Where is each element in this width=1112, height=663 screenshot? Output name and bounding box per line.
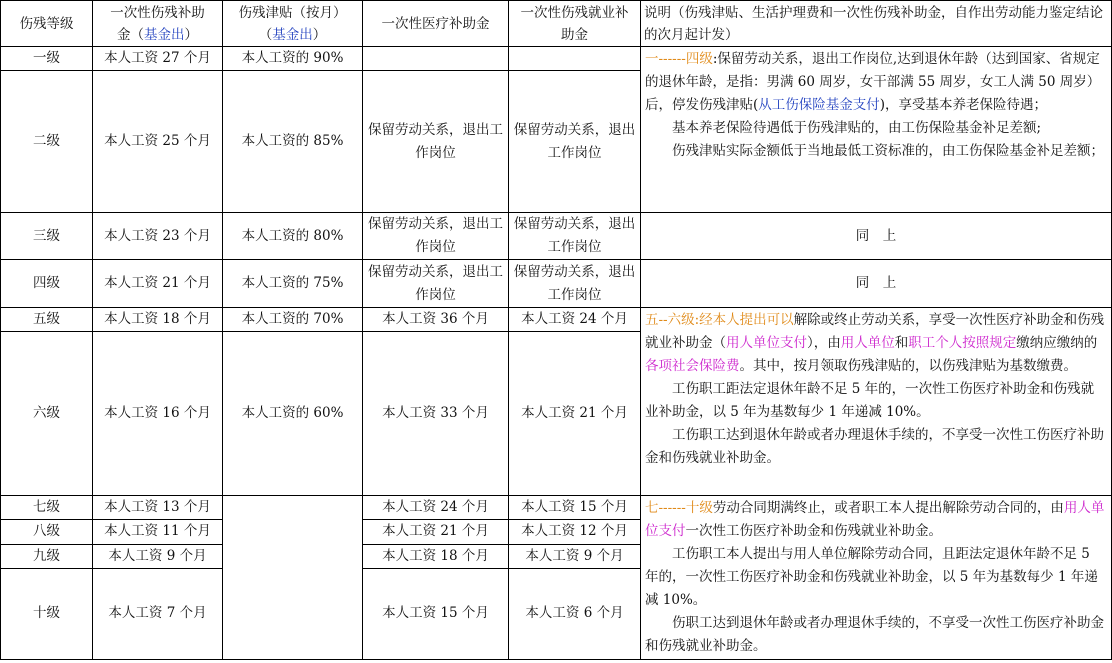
- grade-cell: 五级: [1, 308, 93, 332]
- note-same-as-above: 同 上: [641, 213, 1112, 260]
- table-row: [1, 47, 1112, 71]
- header-grade: 伤残等级: [1, 1, 93, 47]
- medical-cell: 本人工资 33 个月: [363, 332, 509, 496]
- table-row: [1, 260, 1112, 308]
- table-row: [1, 308, 1112, 332]
- employment-cell: [509, 47, 641, 71]
- note-grades-7-10: 七------十级劳动合同期满终止，或者职工本人提出解除劳动合同的，由用人单位支付一次性工伤医疗补助金和伤残就业补助金。 工伤职工本人提出与用人单位解除劳动合同，且距法定退休年龄不足 5 年的，一次性工伤医疗补助金和伤残就业补助金，以 5 年为基数每少 1 年递减 10%。 伤职工达到退休年龄或者办理退休手续的，不享受一次性工伤医疗补助金和伤残就业补助金。: [641, 496, 1112, 660]
- lump-cell: 本人工资 9 个月: [93, 544, 223, 568]
- fund-highlight: 基金出: [144, 26, 185, 43]
- medical-cell: [363, 47, 509, 71]
- range-label: 一------四级: [645, 51, 713, 67]
- lump-cell: 本人工资 23 个月: [93, 213, 223, 260]
- medical-cell: 本人工资 18 个月: [363, 544, 509, 568]
- table-row: [1, 496, 1112, 520]
- employment-cell: 本人工资 6 个月: [509, 568, 641, 659]
- medical-cell: 本人工资 24 个月: [363, 496, 509, 520]
- medical-cell: 保留劳动关系，退出工作岗位: [363, 213, 509, 260]
- range-label: 五--六级: [645, 312, 695, 328]
- header-note: 说明（伤残津贴、生活护理费和一次性伤残补助金，自作出劳动能力鉴定结论的次月起计发）: [641, 1, 1112, 47]
- grade-cell: 七级: [1, 496, 93, 520]
- medical-cell: 本人工资 36 个月: [363, 308, 509, 332]
- allowance-cell: 本人工资的 60%: [223, 332, 363, 496]
- lump-cell: 本人工资 13 个月: [93, 496, 223, 520]
- header-employment: 一次性伤残就业补助金: [509, 1, 641, 47]
- fund-highlight: 从工伤保险基金支付: [758, 97, 880, 113]
- header-allowance: 伤残津贴（按月） （基金出）: [223, 1, 363, 47]
- grade-cell: 三级: [1, 213, 93, 260]
- allowance-cell: 本人工资的 80%: [223, 213, 363, 260]
- employee-highlight: 职工个人按照规定: [908, 335, 1017, 351]
- employment-cell: 本人工资 21 个月: [509, 332, 641, 496]
- lump-cell: 本人工资 11 个月: [93, 520, 223, 544]
- employment-cell: 本人工资 24 个月: [509, 308, 641, 332]
- employment-cell: 保留劳动关系，退出工作岗位: [509, 213, 641, 260]
- allowance-cell: 本人工资的 75%: [223, 260, 363, 308]
- header-medical: 一次性医疗补助金: [363, 1, 509, 47]
- note-same-as-above: 同 上: [641, 260, 1112, 308]
- medical-cell: 本人工资 15 个月: [363, 568, 509, 659]
- table-row: [1, 213, 1112, 260]
- lump-cell: 本人工资 7 个月: [93, 568, 223, 659]
- employment-cell: 本人工资 15 个月: [509, 496, 641, 520]
- header-lump-sum: 一次性伤残补助 金（基金出）: [93, 1, 223, 47]
- employment-cell: 保留劳动关系，退出工作岗位: [509, 260, 641, 308]
- note-grades-5-6: 五--六级:经本人提出可以解除或终止劳动关系，享受一次性医疗补助金和伤残就业补助金（用人单位支付），由用人单位和职工个人按照规定缴纳应缴纳的各项社会保险费。其中，按月领取伤残津贴的，以伤残津贴为基数缴费。 工伤职工距法定退休年龄不足 5 年的，一次性工伤医疗补助金和伤残就业补助金，以 5 年为基数每少 1 年递减 10%。 工伤职工达到退休年龄或者办理退休手续的，不享受一次性工伤医疗补助金和伤残就业补助金。: [641, 308, 1112, 496]
- allowance-cell: 本人工资的 70%: [223, 308, 363, 332]
- grade-cell: 四级: [1, 260, 93, 308]
- lump-cell: 本人工资 16 个月: [93, 332, 223, 496]
- employment-cell: 本人工资 12 个月: [509, 520, 641, 544]
- employer-highlight: 用人单位: [840, 335, 895, 351]
- lump-cell: 本人工资 18 个月: [93, 308, 223, 332]
- grade-cell: 九级: [1, 544, 93, 568]
- medical-cell: 本人工资 21 个月: [363, 520, 509, 544]
- lump-cell: 本人工资 21 个月: [93, 260, 223, 308]
- allowance-cell: 本人工资的 85%: [223, 71, 363, 213]
- note-grades-1-4: 一------四级:保留劳动关系，退出工作岗位,达到退休年龄（达到国家、省规定的退休年龄，是指：男满 60 周岁，女干部满 55 周岁，女工人满 50 周岁）后，停发伤残津贴(从工伤保险基金支付)，享受基本养老保险待遇； 基本养老保险待遇低于伤残津贴的，由工伤保险基金补足差额; 伤残津贴实际金额低于当地最低工资标准的，由工伤保险基金补足差额；: [641, 47, 1112, 213]
- employer-highlight: 用人单位支付: [726, 335, 807, 351]
- fund-highlight: 基金出: [272, 26, 313, 43]
- allowance-cell: 本人工资的 90%: [223, 47, 363, 71]
- range-label: 七------十级: [645, 500, 713, 516]
- employment-cell: 保留劳动关系，退出工作岗位: [509, 71, 641, 213]
- employer-highlight: 用人单位支付: [645, 500, 1105, 539]
- grade-cell: 十级: [1, 568, 93, 659]
- grade-cell: 八级: [1, 520, 93, 544]
- medical-cell: 保留劳动关系，退出工作岗位: [363, 260, 509, 308]
- insurance-highlight: 各项社会保险费: [645, 358, 740, 374]
- grade-cell: 六级: [1, 332, 93, 496]
- employment-cell: 本人工资 9 个月: [509, 544, 641, 568]
- grade-cell: 一级: [1, 47, 93, 71]
- lump-cell: 本人工资 25 个月: [93, 71, 223, 213]
- lump-cell: 本人工资 27 个月: [93, 47, 223, 71]
- medical-cell: 保留劳动关系，退出工作岗位: [363, 71, 509, 213]
- grade-cell: 二级: [1, 71, 93, 213]
- header-row: [1, 1, 1112, 47]
- allowance-cell: [223, 496, 363, 660]
